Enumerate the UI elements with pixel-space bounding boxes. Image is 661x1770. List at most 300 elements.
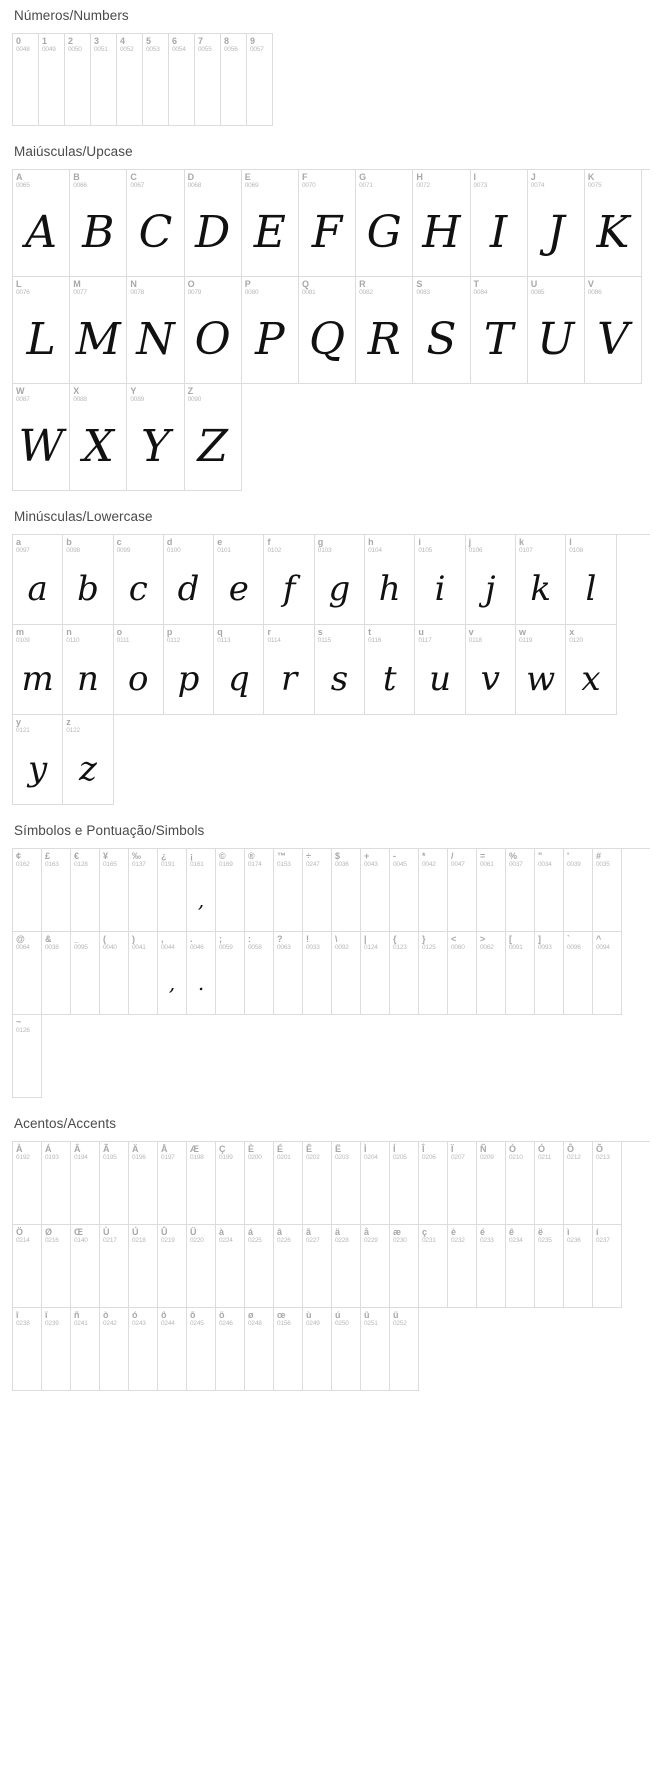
glyph-char-label: î	[16, 1310, 19, 1320]
glyph-code-label: 0119	[518, 637, 533, 644]
glyph-cell[interactable]	[564, 1225, 593, 1308]
glyph-cell[interactable]	[566, 535, 616, 625]
glyph-char-label: 5	[146, 36, 152, 46]
glyph-cell[interactable]	[42, 1142, 71, 1225]
glyph-char-label: )	[132, 934, 135, 944]
glyph-char-label: k	[518, 537, 524, 547]
glyph-cell[interactable]	[187, 849, 216, 932]
glyph-cell[interactable]	[127, 170, 184, 277]
glyph-code-label: 0111	[116, 637, 130, 644]
glyph-cell[interactable]	[477, 932, 506, 1015]
glyph-cell[interactable]	[100, 1142, 129, 1225]
glyph-cell[interactable]	[71, 1142, 100, 1225]
glyph-cell[interactable]	[127, 384, 184, 491]
glyph-code-label: 0041	[132, 944, 146, 951]
glyph-char-label: n	[66, 627, 72, 637]
glyph-code-label: 0212	[567, 1154, 581, 1161]
glyph-char-label: Œ	[74, 1227, 83, 1237]
glyph-char-label: å	[364, 1227, 370, 1237]
glyph-char-label: È	[248, 1144, 255, 1154]
glyph-cell[interactable]	[564, 932, 593, 1015]
glyph-char-label: V	[587, 279, 594, 289]
glyph-cell[interactable]	[70, 170, 127, 277]
glyph-char-label: ò	[103, 1310, 109, 1320]
glyph-cell[interactable]	[299, 170, 356, 277]
glyph-char-label: £	[45, 851, 51, 861]
glyph-cell[interactable]	[42, 1308, 71, 1391]
glyph-preview: h	[378, 569, 401, 609]
glyph-code-label: 0042	[422, 861, 436, 868]
glyph-cell[interactable]	[535, 849, 564, 932]
glyph-cell[interactable]	[315, 535, 365, 625]
glyph-code-label: 0059	[219, 944, 233, 951]
glyph-cell[interactable]	[332, 1142, 361, 1225]
glyph-code-label: 0046	[190, 944, 204, 951]
glyph-cell[interactable]	[185, 384, 242, 491]
glyph-cell[interactable]	[117, 34, 143, 126]
glyph-code-label: 0100	[166, 547, 181, 554]
glyph-preview	[71, 1328, 99, 1390]
glyph-cell[interactable]	[158, 1142, 187, 1225]
glyph-cell[interactable]	[221, 34, 247, 126]
glyph-cell[interactable]	[245, 849, 274, 932]
glyph-preview	[216, 869, 244, 931]
glyph-section-lower	[12, 501, 649, 805]
glyph-cell[interactable]	[187, 932, 216, 1015]
glyph-cell[interactable]	[216, 1225, 245, 1308]
glyph-cell[interactable]	[274, 1308, 303, 1391]
glyph-cell[interactable]	[100, 849, 129, 932]
glyph-preview: o	[128, 659, 149, 699]
glyph-char-label: _	[74, 934, 80, 944]
glyph-char-label: "	[538, 851, 543, 861]
glyph-cell[interactable]	[506, 932, 535, 1015]
glyph-cell[interactable]	[528, 170, 585, 277]
glyph-preview: C	[138, 207, 173, 258]
glyph-cell[interactable]	[71, 1225, 100, 1308]
glyph-cell[interactable]	[528, 277, 585, 384]
glyph-code-label: 0076	[16, 289, 30, 296]
glyph-cell[interactable]	[566, 625, 616, 715]
glyph-preview	[593, 1245, 621, 1307]
glyph-cell[interactable]	[63, 535, 113, 625]
glyph-code-label: 0193	[45, 1154, 59, 1161]
glyph-cell[interactable]	[593, 932, 622, 1015]
glyph-preview	[100, 1245, 128, 1307]
glyph-cell[interactable]	[448, 1142, 477, 1225]
glyph-code-label: 0165	[103, 861, 117, 868]
glyph-preview	[332, 869, 360, 931]
glyph-cell[interactable]	[100, 1225, 129, 1308]
glyph-cell[interactable]	[303, 1142, 332, 1225]
glyph-cell[interactable]	[71, 1308, 100, 1391]
glyph-preview	[332, 1328, 360, 1390]
glyph-cell[interactable]	[63, 625, 113, 715]
glyph-code-label: 0250	[335, 1320, 349, 1327]
glyph-char-label: '	[567, 851, 570, 861]
glyph-char-label: ä	[335, 1227, 341, 1237]
glyph-cell[interactable]	[129, 849, 158, 932]
glyph-char-label: 8	[224, 36, 230, 46]
glyph-cell[interactable]	[303, 932, 332, 1015]
glyph-char-label: Æ	[190, 1144, 199, 1154]
glyph-preview: Z	[197, 421, 228, 472]
glyph-cell[interactable]	[593, 1142, 622, 1225]
glyph-cell[interactable]	[365, 625, 415, 715]
glyph-cell[interactable]	[471, 277, 528, 384]
glyph-cell[interactable]	[356, 277, 413, 384]
glyph-preview	[129, 1245, 157, 1307]
glyph-preview	[564, 869, 592, 931]
glyph-cell[interactable]	[71, 932, 100, 1015]
glyph-preview: ,	[197, 888, 205, 912]
glyph-cell[interactable]	[70, 277, 127, 384]
glyph-cell[interactable]	[274, 849, 303, 932]
glyph-preview	[303, 1245, 331, 1307]
glyph-cell[interactable]	[413, 170, 470, 277]
glyph-preview	[216, 1162, 244, 1224]
glyph-cell[interactable]	[129, 1142, 158, 1225]
glyph-code-label: 0066	[73, 182, 87, 189]
glyph-cell[interactable]	[303, 1225, 332, 1308]
glyph-cell[interactable]	[274, 1142, 303, 1225]
glyph-char-label: Ö	[16, 1227, 24, 1237]
glyph-code-label: 0252	[393, 1320, 407, 1327]
glyph-cell[interactable]	[71, 849, 100, 932]
glyph-cell[interactable]	[164, 625, 214, 715]
section-title: Símbolos e Pontuação/Simbols	[14, 823, 205, 838]
glyph-cell[interactable]	[13, 535, 63, 625]
glyph-cell[interactable]	[274, 1225, 303, 1308]
glyph-code-label: 0108	[569, 547, 583, 554]
glyph-code-label: 0199	[219, 1154, 233, 1161]
glyph-code-label: 0128	[74, 861, 88, 868]
glyph-char-label: J	[530, 172, 536, 182]
glyph-cell[interactable]	[242, 170, 299, 277]
glyph-code-label: 0125	[422, 944, 436, 951]
glyph-cell[interactable]	[303, 849, 332, 932]
glyph-cell[interactable]	[264, 535, 314, 625]
glyph-preview	[448, 1162, 476, 1224]
glyph-cell[interactable]	[506, 1142, 535, 1225]
glyph-cell[interactable]	[13, 1225, 42, 1308]
glyph-cell[interactable]	[158, 1225, 187, 1308]
glyph-cell[interactable]	[274, 932, 303, 1015]
glyph-cell[interactable]	[264, 625, 314, 715]
glyph-char-label: ¿	[161, 851, 167, 861]
glyph-cell[interactable]	[415, 535, 465, 625]
glyph-cell[interactable]	[415, 625, 465, 715]
glyph-cell[interactable]	[332, 1225, 361, 1308]
glyph-cell[interactable]	[158, 849, 187, 932]
glyph-cell[interactable]	[585, 277, 642, 384]
glyph-cell[interactable]	[13, 170, 70, 277]
glyph-cell[interactable]	[214, 535, 264, 625]
glyph-cell[interactable]	[13, 277, 70, 384]
glyph-char-label: ï	[45, 1310, 48, 1320]
glyph-char-label: N	[130, 279, 137, 289]
glyph-preview	[13, 1245, 41, 1307]
glyph-char-label: c	[116, 537, 122, 547]
glyph-cell[interactable]	[187, 1308, 216, 1391]
glyph-code-label: 0120	[569, 637, 583, 644]
glyph-preview	[71, 1162, 99, 1224]
glyph-cell[interactable]	[13, 1015, 42, 1098]
glyph-cell[interactable]	[70, 384, 127, 491]
glyph-cell[interactable]	[158, 932, 187, 1015]
glyph-code-label: 0169	[219, 861, 233, 868]
glyph-preview: j	[485, 569, 496, 609]
glyph-preview	[216, 1245, 244, 1307]
glyph-preview	[158, 1328, 186, 1390]
glyph-cell[interactable]	[585, 170, 642, 277]
glyph-cell[interactable]	[419, 1225, 448, 1308]
glyph-cell[interactable]	[187, 1225, 216, 1308]
glyph-cell[interactable]	[247, 34, 273, 126]
glyph-cell[interactable]	[114, 535, 164, 625]
glyph-code-label: 0246	[219, 1320, 233, 1327]
glyph-char-label: Ô	[567, 1144, 575, 1154]
glyph-char-label: Ì	[364, 1144, 367, 1154]
glyph-char-label: &	[45, 934, 52, 944]
glyph-code-label: 0126	[16, 1027, 30, 1034]
glyph-char-label: Ë	[335, 1144, 342, 1154]
glyph-preview	[13, 54, 38, 124]
glyph-cell[interactable]	[143, 34, 169, 126]
glyph-grid	[12, 169, 650, 491]
glyph-code-label: 0069	[244, 182, 259, 189]
glyph-code-label: 0226	[277, 1237, 291, 1244]
glyph-preview	[303, 1162, 331, 1224]
glyph-cell[interactable]	[164, 535, 214, 625]
glyph-cell[interactable]	[466, 625, 516, 715]
glyph-char-label: Î	[422, 1144, 425, 1154]
glyph-cell[interactable]	[114, 625, 164, 715]
glyph-cell[interactable]	[216, 932, 245, 1015]
glyph-char-label: K	[587, 172, 595, 182]
glyph-cell[interactable]	[471, 170, 528, 277]
glyph-cell[interactable]	[129, 932, 158, 1015]
glyph-cell[interactable]	[564, 849, 593, 932]
glyph-cell[interactable]	[419, 932, 448, 1015]
glyph-cell[interactable]	[127, 277, 184, 384]
glyph-cell[interactable]	[448, 1225, 477, 1308]
glyph-cell[interactable]	[187, 1142, 216, 1225]
glyph-cell[interactable]	[390, 849, 419, 932]
glyph-cell[interactable]	[185, 277, 242, 384]
glyph-code-label: 0040	[103, 944, 117, 951]
glyph-cell[interactable]	[299, 277, 356, 384]
glyph-code-label: 0079	[187, 289, 202, 296]
glyph-char-label: L	[16, 279, 22, 289]
glyph-cell[interactable]	[448, 932, 477, 1015]
glyph-cell[interactable]	[419, 1142, 448, 1225]
glyph-code-label: 0056	[224, 46, 238, 53]
glyph-cell[interactable]	[13, 1308, 42, 1391]
glyph-cell[interactable]	[477, 849, 506, 932]
glyph-cell[interactable]	[42, 849, 71, 932]
glyph-cell[interactable]	[477, 1142, 506, 1225]
glyph-char-label: B	[73, 172, 80, 182]
glyph-cell[interactable]	[365, 535, 415, 625]
glyph-preview	[158, 869, 186, 931]
glyph-cell[interactable]	[477, 1225, 506, 1308]
glyph-char-label: 7	[198, 36, 204, 46]
glyph-cell[interactable]	[315, 625, 365, 715]
glyph-cell[interactable]	[332, 849, 361, 932]
glyph-cell[interactable]	[13, 715, 63, 805]
glyph-preview	[42, 952, 70, 1014]
glyph-cell[interactable]	[361, 1308, 390, 1391]
glyph-preview	[65, 54, 90, 124]
glyph-cell[interactable]	[516, 625, 566, 715]
glyph-cell[interactable]	[100, 932, 129, 1015]
glyph-preview: U	[537, 314, 575, 365]
glyph-char-label: 2	[68, 36, 74, 46]
glyph-code-label: 0096	[567, 944, 581, 951]
glyph-cell[interactable]	[169, 34, 195, 126]
glyph-cell[interactable]	[91, 34, 117, 126]
glyph-cell[interactable]	[39, 34, 65, 126]
glyph-code-label: 0037	[509, 861, 523, 868]
glyph-code-label: 0210	[509, 1154, 523, 1161]
glyph-code-label: 0209	[480, 1154, 494, 1161]
glyph-preview	[274, 1328, 302, 1390]
glyph-cell[interactable]	[506, 849, 535, 932]
glyph-cell[interactable]	[245, 1308, 274, 1391]
glyph-char-label: q	[217, 627, 223, 637]
glyph-preview	[564, 1162, 592, 1224]
glyph-cell[interactable]	[361, 1225, 390, 1308]
glyph-cell[interactable]	[390, 932, 419, 1015]
glyph-code-label: 0123	[393, 944, 407, 951]
glyph-cell[interactable]	[356, 170, 413, 277]
glyph-preview	[448, 952, 476, 1014]
glyph-cell[interactable]	[506, 1225, 535, 1308]
glyph-cell[interactable]	[216, 1308, 245, 1391]
glyph-code-label: 0050	[68, 46, 82, 53]
glyph-cell[interactable]	[361, 849, 390, 932]
glyph-cell[interactable]	[245, 1225, 274, 1308]
glyph-char-label: T	[473, 279, 479, 289]
glyph-cell[interactable]	[516, 535, 566, 625]
glyph-cell[interactable]	[13, 625, 63, 715]
glyph-cell[interactable]	[390, 1308, 419, 1391]
glyph-preview	[593, 869, 621, 931]
glyph-cell[interactable]	[419, 849, 448, 932]
glyph-preview	[143, 54, 168, 124]
glyph-code-label: 0049	[42, 46, 56, 53]
glyph-preview	[245, 1162, 273, 1224]
glyph-cell[interactable]	[245, 1142, 274, 1225]
glyph-cell[interactable]	[413, 277, 470, 384]
glyph-code-label: 0201	[277, 1154, 291, 1161]
glyph-preview	[506, 869, 534, 931]
glyph-cell[interactable]	[100, 1308, 129, 1391]
glyph-code-label: 0071	[359, 182, 373, 189]
glyph-cell[interactable]	[42, 932, 71, 1015]
glyph-char-label: Z	[187, 386, 194, 396]
glyph-char-label: á	[248, 1227, 254, 1237]
glyph-preview: P	[255, 314, 285, 365]
glyph-cell[interactable]	[332, 1308, 361, 1391]
glyph-preview	[187, 1328, 215, 1390]
glyph-code-label: 0044	[161, 944, 175, 951]
glyph-code-label: 0089	[130, 396, 145, 403]
glyph-cell[interactable]	[13, 932, 42, 1015]
glyph-cell[interactable]	[129, 1225, 158, 1308]
glyph-preview	[71, 869, 99, 931]
glyph-preview: I	[489, 207, 508, 258]
glyph-cell[interactable]	[158, 1308, 187, 1391]
glyph-char-label: Ê	[306, 1144, 313, 1154]
glyph-char-label: Å	[161, 1144, 168, 1154]
glyph-cell[interactable]	[564, 1142, 593, 1225]
glyph-cell[interactable]	[361, 932, 390, 1015]
glyph-code-label: 0092	[335, 944, 349, 951]
glyph-code-label: 0103	[317, 547, 332, 554]
glyph-cell[interactable]	[593, 1225, 622, 1308]
glyph-char-label: S	[416, 279, 423, 289]
glyph-preview	[129, 952, 157, 1014]
glyph-cell[interactable]	[129, 1308, 158, 1391]
glyph-char-label: Ø	[45, 1227, 53, 1237]
section-title: Números/Numbers	[14, 8, 129, 23]
glyph-cell[interactable]	[303, 1308, 332, 1391]
glyph-char-label: h	[368, 537, 374, 547]
glyph-char-label: P	[244, 279, 251, 289]
glyph-cell[interactable]	[448, 849, 477, 932]
glyph-cell[interactable]	[13, 1142, 42, 1225]
glyph-cell[interactable]	[42, 1225, 71, 1308]
glyph-preview	[129, 1328, 157, 1390]
glyph-cell[interactable]	[13, 34, 39, 126]
glyph-cell[interactable]	[390, 1142, 419, 1225]
glyph-code-label: 0237	[596, 1237, 610, 1244]
glyph-cell[interactable]	[332, 932, 361, 1015]
glyph-cell[interactable]	[13, 384, 70, 491]
glyph-preview	[221, 54, 246, 124]
glyph-preview	[506, 1245, 534, 1307]
glyph-char-label: Ä	[132, 1144, 139, 1154]
glyph-code-label: 0099	[116, 547, 131, 554]
glyph-cell[interactable]	[214, 625, 264, 715]
glyph-cell[interactable]	[361, 1142, 390, 1225]
glyph-cell[interactable]	[195, 34, 221, 126]
glyph-cell[interactable]	[63, 715, 113, 805]
glyph-char-label: Û	[161, 1227, 168, 1237]
glyph-cell[interactable]	[593, 849, 622, 932]
glyph-preview: T	[483, 314, 514, 365]
glyph-cell[interactable]	[242, 277, 299, 384]
glyph-cell[interactable]	[216, 849, 245, 932]
glyph-cell[interactable]	[466, 535, 516, 625]
glyph-cell[interactable]	[216, 1142, 245, 1225]
glyph-cell[interactable]	[535, 1142, 564, 1225]
glyph-cell[interactable]	[65, 34, 91, 126]
glyph-cell[interactable]	[390, 1225, 419, 1308]
glyph-preview	[216, 1328, 244, 1390]
glyph-preview	[535, 952, 563, 1014]
glyph-cell[interactable]	[13, 849, 42, 932]
glyph-code-label: 0163	[45, 861, 59, 868]
glyph-cell[interactable]	[535, 932, 564, 1015]
glyph-code-label: 0058	[248, 944, 262, 951]
glyph-cell[interactable]	[185, 170, 242, 277]
glyph-char-label: ö	[219, 1310, 225, 1320]
glyph-cell[interactable]	[535, 1225, 564, 1308]
glyph-cell[interactable]	[245, 932, 274, 1015]
